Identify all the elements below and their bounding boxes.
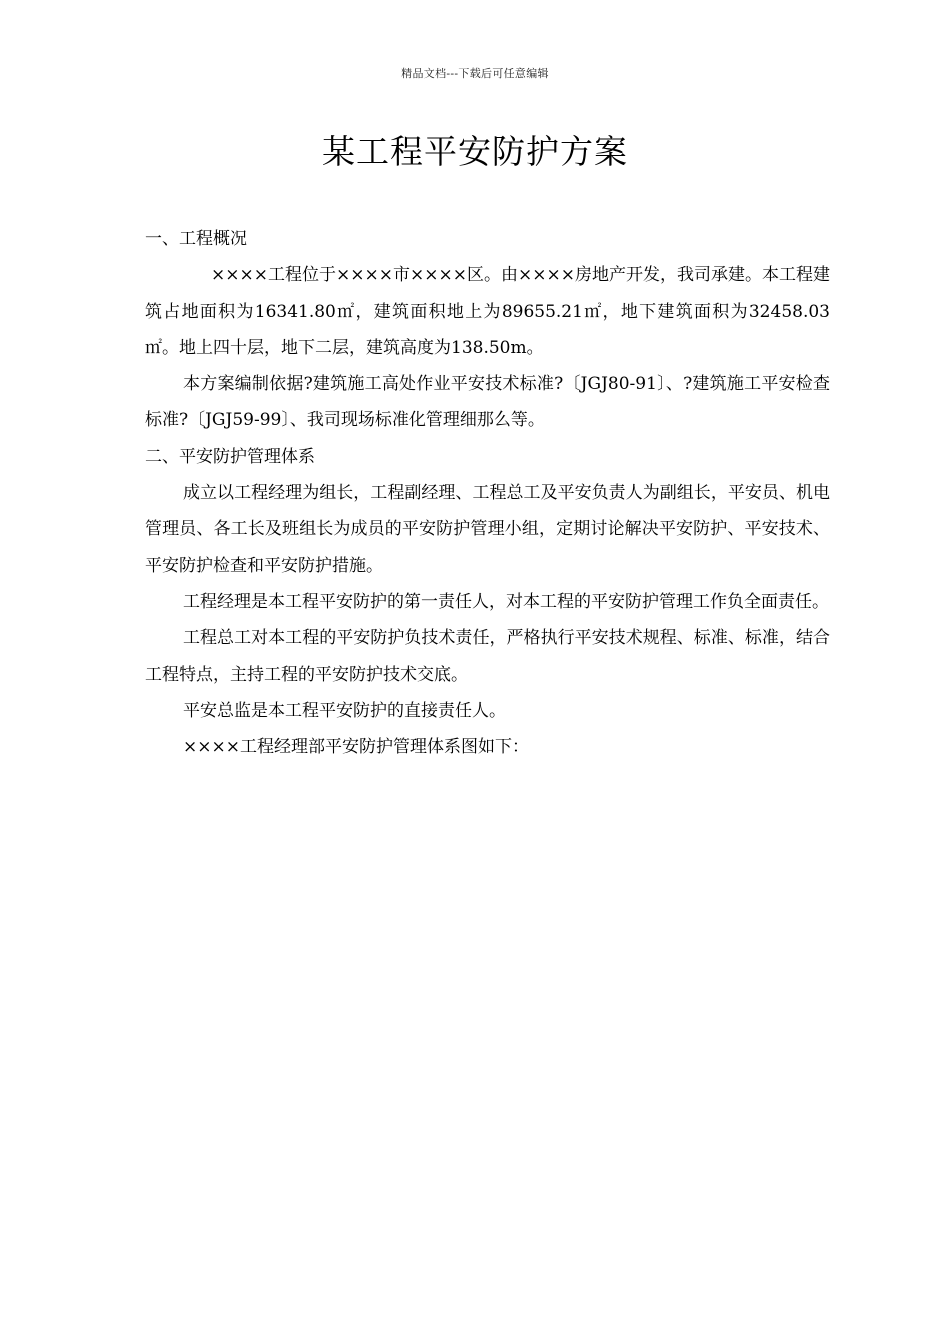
paragraph-project-manager: 工程经理是本工程平安防护的第一责任人，对本工程的平安防护管理工作负全面责任。 — [183, 591, 829, 612]
section-heading-management-system: 二、平安防护管理体系 — [145, 446, 315, 467]
section-heading-overview: 一、工程概况 — [145, 229, 247, 249]
document-title: 某工程平安防护方案 — [322, 132, 628, 171]
paragraph-safety-director: 平安总监是本工程平安防护的直接责任人。 — [183, 700, 506, 721]
page-header: 精品文档---下载后可任意编辑 — [401, 67, 549, 80]
paragraph-project-overview: ××××工程位于××××市××××区。由××××房地产开发，我司承建。本工程建筑占地面积为16341.80㎡，建筑面积地上为89655.21㎡，地下建筑面积为32458.03㎡。地上四十层，地下二层，建筑高度为138.50m。 — [145, 265, 830, 358]
paragraph-management-group: 成立以工程经理为组长，工程副经理、工程总工及平安负责人为副组长，平安员、机电管理员、各工长及班组长为成员的平安防护管理小组，定期讨论解决平安防护、平安技术、平安防护检查和平安防护措施。 — [145, 483, 830, 576]
document-body — [145, 221, 830, 765]
paragraph-chief-engineer: 工程总工对本工程的平安防护负技术责任，严格执行平安技术规程、标准、标准，结合工程特点，主持工程的平安防护技术交底。 — [145, 628, 830, 685]
paragraph-system-diagram-intro: ××××工程经理部平安防护管理体系图如下： — [183, 737, 529, 758]
paragraph-basis: 本方案编制依据?建筑施工高处作业平安技术标准?〔JGJ80-91〕、?建筑施工平安检查标准?〔JGJ59-99〕、我司现场标准化管理细那么等。 — [145, 374, 830, 431]
